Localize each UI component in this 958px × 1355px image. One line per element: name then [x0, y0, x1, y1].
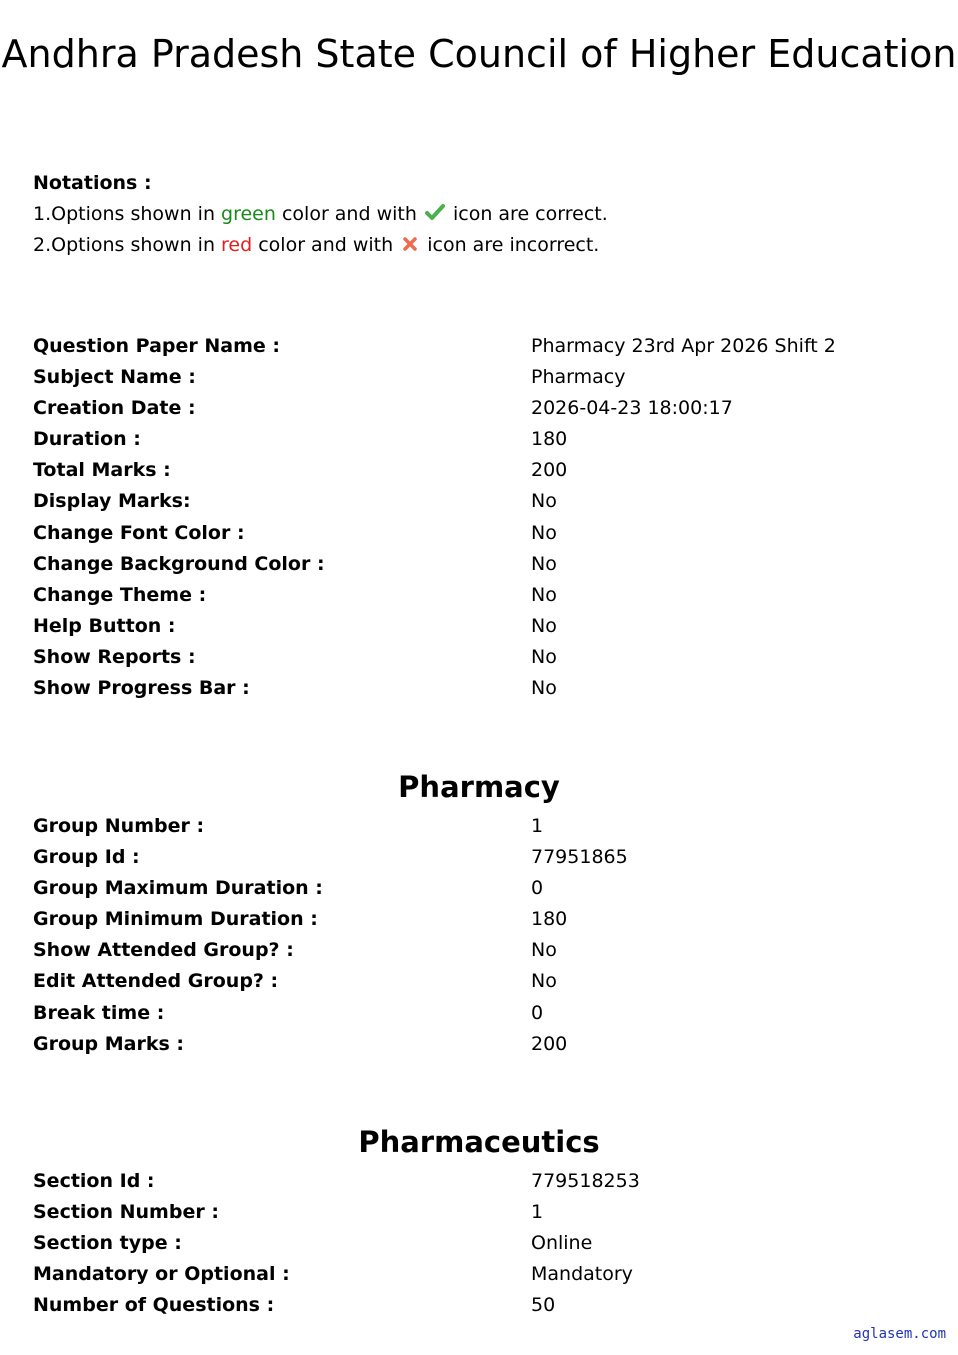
- watermark-link[interactable]: aglasem.com: [853, 1326, 946, 1342]
- group-label: Group Minimum Duration :: [33, 908, 318, 931]
- group-value: 0: [531, 877, 544, 900]
- info-value: 200: [531, 459, 568, 482]
- section-value: 1: [531, 1201, 544, 1224]
- paper-info-table: [33, 333, 933, 706]
- info-value: No: [531, 645, 557, 668]
- info-row: [33, 395, 933, 426]
- cross-icon: [401, 233, 419, 259]
- info-label: Subject Name :: [33, 366, 196, 389]
- group-row: [33, 937, 933, 968]
- section-label: Mandatory or Optional :: [33, 1263, 290, 1286]
- info-row: [33, 675, 933, 706]
- section-value: Online: [531, 1232, 593, 1255]
- info-label: Change Theme :: [33, 583, 207, 606]
- section-row: [33, 1292, 933, 1323]
- notation-red-word: red: [221, 234, 253, 256]
- info-row: [33, 613, 933, 644]
- info-value: No: [531, 614, 557, 637]
- info-row: [33, 426, 933, 457]
- info-label: Show Progress Bar :: [33, 677, 250, 700]
- group-value: 0: [531, 1001, 544, 1024]
- info-label: Total Marks :: [33, 459, 171, 482]
- info-label: Display Marks:: [33, 490, 191, 513]
- info-label: Show Reports :: [33, 645, 196, 668]
- page-title: Andhra Pradesh State Council of Higher Education: [1, 32, 957, 76]
- notation-correct-prefix: 1.Options shown in: [33, 203, 215, 225]
- group-info-table: [33, 813, 933, 1062]
- info-row: [33, 582, 933, 613]
- group-value: 200: [531, 1032, 568, 1055]
- info-value: No: [531, 583, 557, 606]
- group-value: 180: [531, 908, 568, 931]
- group-row: [33, 875, 933, 906]
- group-label: Break time :: [33, 1001, 165, 1024]
- section-label: Section Number :: [33, 1201, 219, 1224]
- notations-heading: Notations :: [33, 172, 152, 194]
- group-value: No: [531, 939, 557, 962]
- notations: [33, 170, 608, 263]
- section-label: Number of Questions :: [33, 1294, 275, 1317]
- info-row: [33, 520, 933, 551]
- group-row: [33, 1031, 933, 1062]
- notation-correct-suffix: icon are correct.: [452, 203, 608, 225]
- notation-green-word: green: [221, 203, 276, 225]
- group-label: Edit Attended Group? :: [33, 970, 279, 993]
- check-icon: [425, 202, 445, 228]
- info-value: Pharmacy: [531, 366, 626, 389]
- section-row: [33, 1168, 933, 1199]
- group-row: [33, 813, 933, 844]
- info-value: No: [531, 490, 557, 513]
- section-value: 779518253: [531, 1170, 640, 1192]
- notation-correct-mid: color and with: [281, 203, 417, 225]
- section-row: [33, 1261, 933, 1292]
- section-title: Pharmaceutics: [358, 1125, 600, 1159]
- info-label: Question Paper Name :: [33, 335, 280, 357]
- group-label: Group Id :: [33, 846, 140, 869]
- group-value: No: [531, 970, 557, 993]
- info-label: Help Button :: [33, 614, 176, 637]
- group-title: Pharmacy: [398, 770, 560, 804]
- group-label: Group Marks :: [33, 1032, 185, 1055]
- info-value: No: [531, 552, 557, 575]
- group-value: 1: [531, 815, 544, 837]
- info-label: Duration :: [33, 428, 141, 451]
- group-label: Group Maximum Duration :: [33, 877, 323, 900]
- section-label: Section type :: [33, 1232, 182, 1255]
- section-value: Mandatory: [531, 1263, 633, 1286]
- info-value: 180: [531, 428, 568, 451]
- notation-incorrect-mid: color and with: [258, 234, 394, 256]
- info-row: [33, 644, 933, 675]
- info-value: 2026-04-23 18:00:17: [531, 397, 733, 420]
- group-row: [33, 844, 933, 875]
- info-row: [33, 457, 933, 488]
- group-row: [33, 1000, 933, 1031]
- section-value: 50: [531, 1294, 556, 1317]
- info-label: Creation Date :: [33, 397, 196, 420]
- info-label: Change Background Color :: [33, 552, 325, 575]
- section-info-table: [33, 1168, 933, 1323]
- section-row: [33, 1199, 933, 1230]
- info-row: [33, 364, 933, 395]
- group-value: 77951865: [531, 846, 628, 869]
- notation-correct: [33, 201, 608, 232]
- info-value: Pharmacy 23rd Apr 2026 Shift 2: [531, 335, 836, 357]
- info-label: Change Font Color :: [33, 521, 245, 544]
- group-row: [33, 968, 933, 999]
- info-row: [33, 551, 933, 582]
- info-value: No: [531, 521, 557, 544]
- group-label: Group Number :: [33, 815, 205, 837]
- group-row: [33, 906, 933, 937]
- info-value: No: [531, 677, 557, 700]
- info-row: [33, 488, 933, 519]
- notation-incorrect-prefix: 2.Options shown in: [33, 234, 215, 256]
- notation-incorrect: [33, 232, 608, 263]
- info-row: [33, 333, 933, 364]
- section-row: [33, 1230, 933, 1261]
- section-label: Section Id :: [33, 1170, 155, 1192]
- group-label: Show Attended Group? :: [33, 939, 294, 962]
- notation-incorrect-suffix: icon are incorrect.: [427, 234, 600, 256]
